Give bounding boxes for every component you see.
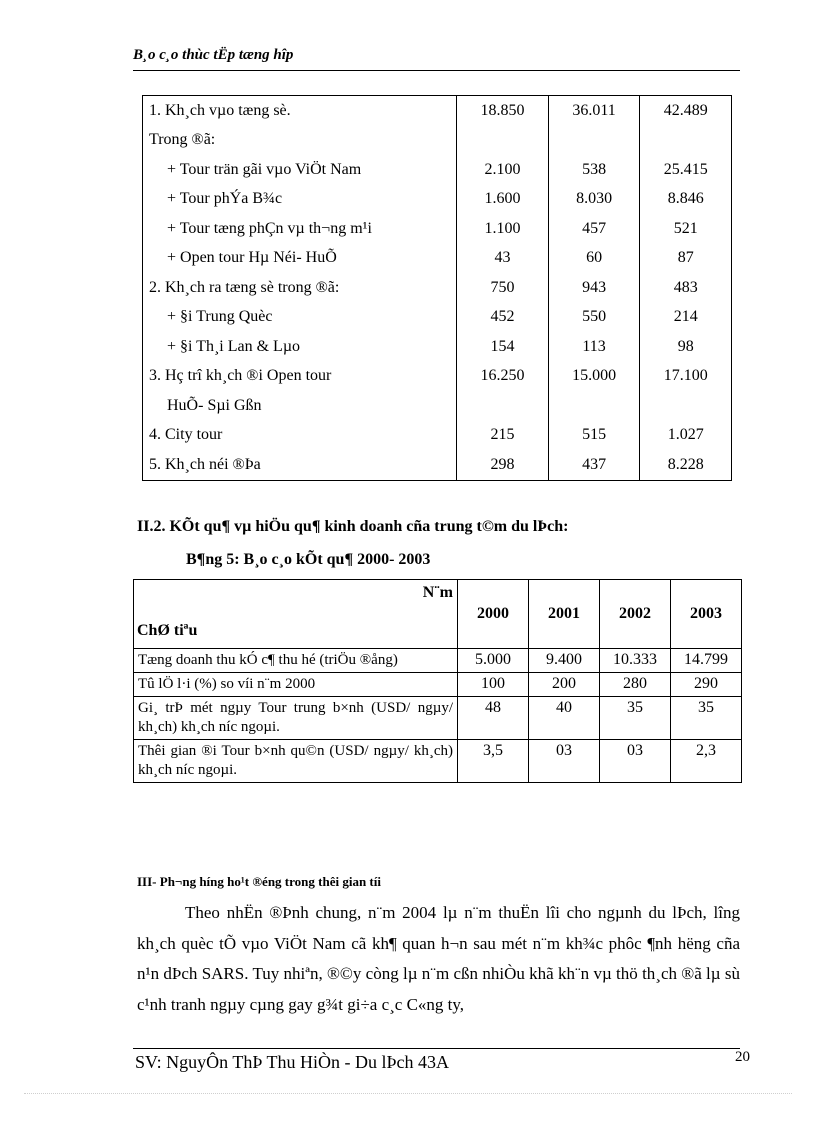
table-row	[143, 362, 732, 392]
row-value: 14.799	[671, 649, 742, 673]
tourist-statistics-table	[142, 95, 732, 481]
row-label: + Tour trän gãi vµo ViÖt Nam	[143, 155, 457, 185]
row-value: 1.600	[457, 185, 549, 215]
row-value	[640, 126, 732, 156]
row-value: 750	[457, 273, 549, 303]
row-value: 290	[671, 673, 742, 697]
table-row	[143, 332, 732, 362]
row-value: 03	[529, 740, 600, 783]
row-value: 60	[548, 244, 640, 274]
table-row	[134, 673, 742, 697]
row-label: 4. City tour	[143, 421, 457, 451]
row-value: 2.100	[457, 155, 549, 185]
row-label: 5. Kh¸ch néi ®Þa	[143, 450, 457, 480]
footer-author: SV: NguyÔn ThÞ Thu HiÒn - Du lÞch 43A	[135, 1052, 450, 1072]
row-value: 1.100	[457, 214, 549, 244]
row-value: 515	[548, 421, 640, 451]
row-value: 298	[457, 450, 549, 480]
row-value: 1.027	[640, 421, 732, 451]
table-row	[143, 273, 732, 303]
business-results-table	[133, 579, 742, 783]
row-value: 113	[548, 332, 640, 362]
row-value: 10.333	[600, 649, 671, 673]
header-rule	[133, 70, 740, 71]
header-year: 2001	[529, 580, 600, 649]
row-label: + Open tour Hµ Néi- HuÕ	[143, 244, 457, 274]
table-row	[143, 244, 732, 274]
table-row	[134, 740, 742, 783]
row-value: 943	[548, 273, 640, 303]
row-value: 87	[640, 244, 732, 274]
row-label: 3. Hç trî kh¸ch ®i Open tour	[143, 362, 457, 392]
row-label: HuÕ- Sµi Gßn	[143, 391, 457, 421]
row-value: 43	[457, 244, 549, 274]
table-5-caption: B¶ng 5: B¸o c¸o kÕt qu¶ 2000- 2003	[186, 551, 431, 568]
header-year: 2003	[671, 580, 742, 649]
row-value: 15.000	[548, 362, 640, 392]
row-value: 437	[548, 450, 640, 480]
row-value: 8.030	[548, 185, 640, 215]
footer-rule	[133, 1048, 740, 1049]
header-year: 2002	[600, 580, 671, 649]
row-value: 40	[529, 697, 600, 740]
row-value: 03	[600, 740, 671, 783]
row-value: 25.415	[640, 155, 732, 185]
row-value	[457, 391, 549, 421]
row-value	[548, 391, 640, 421]
table-row	[143, 155, 732, 185]
row-value	[457, 126, 549, 156]
section-3-paragraph: Theo nhËn ®Þnh chung, n¨m 2004 lµ n¨m thuËn lîi cho ngµnh du lÞch, lîng kh¸ch quèc tÕ vµo ViÖt Nam cã kh¶ quan h¬n sau mét n¨m kh¾c phôc ¶nh hëng cña n¹n dÞch SARS. Tuy nhiªn, ®©y còng lµ n¨m cßn nhiÒu khã kh¨n vµ thö th¸ch ®ã lµ sù c¹nh tranh ngµy cµng gay g¾t gi÷a c¸c C«ng ty,	[137, 903, 740, 1014]
row-value: 452	[457, 303, 549, 333]
row-value: 3,5	[458, 740, 529, 783]
row-label: Tæng doanh thu kÓ c¶ thu hé (triÖu ®ång)	[134, 649, 458, 673]
section-2-title: II.2. KÕt qu¶ vµ hiÖu qu¶ kinh doanh cña trung t©m du lÞch:	[137, 518, 569, 535]
row-value	[640, 391, 732, 421]
row-label: + Tour phÝa B¾c	[143, 185, 457, 215]
row-label: + §i Trung Quèc	[143, 303, 457, 333]
row-value: 521	[640, 214, 732, 244]
row-value: 200	[529, 673, 600, 697]
row-value	[548, 126, 640, 156]
page-number: 20	[735, 1049, 750, 1065]
row-value: 16.250	[457, 362, 549, 392]
row-label: Trong ®ã:	[143, 126, 457, 156]
row-value: 18.850	[457, 96, 549, 126]
row-value: 100	[458, 673, 529, 697]
table-row	[143, 421, 732, 451]
row-value: 8.228	[640, 450, 732, 480]
header-year: 2000	[458, 580, 529, 649]
row-value: 154	[457, 332, 549, 362]
row-value: 215	[457, 421, 549, 451]
row-value: 538	[548, 155, 640, 185]
row-value: 36.011	[548, 96, 640, 126]
row-label: 2. Kh¸ch ra tæng sè trong ®ã:	[143, 273, 457, 303]
header-chitieu: ChØ tiªu	[137, 622, 198, 639]
page-bottom-dotted-rule	[24, 1093, 792, 1094]
row-value: 483	[640, 273, 732, 303]
row-label: 1. Kh¸ch vµo tæng sè.	[143, 96, 457, 126]
row-value: 35	[600, 697, 671, 740]
row-value: 48	[458, 697, 529, 740]
row-value: 2,3	[671, 740, 742, 783]
table-row	[134, 649, 742, 673]
row-value: 8.846	[640, 185, 732, 215]
table-row	[143, 96, 732, 126]
table-row	[134, 697, 742, 740]
row-value: 98	[640, 332, 732, 362]
table-row	[143, 214, 732, 244]
table-row	[143, 185, 732, 215]
section-3-title: III- Ph¬ng híng ho¹t ®éng trong thêi gian tíi	[137, 874, 381, 889]
row-value: 42.489	[640, 96, 732, 126]
row-value: 280	[600, 673, 671, 697]
row-label: + Tour tæng phÇn vµ th¬ng m¹i	[143, 214, 457, 244]
running-header-title: B¸o c¸o thùc tËp tæng hîp	[133, 47, 294, 63]
table-row	[143, 391, 732, 421]
row-value: 9.400	[529, 649, 600, 673]
row-value: 550	[548, 303, 640, 333]
row-label: Tû lÖ l·i (%) so víi n¨m 2000	[134, 673, 458, 697]
row-label: Gi¸ trÞ mét ngµy Tour trung b×nh (USD/ ngµy/ kh¸ch) kh¸ch níc ngoµi.	[134, 697, 458, 740]
row-label: + §i Th¸i Lan & Lµo	[143, 332, 457, 362]
table-row	[143, 126, 732, 156]
header-nam: N¨m	[422, 584, 453, 601]
row-value: 35	[671, 697, 742, 740]
row-value: 5.000	[458, 649, 529, 673]
row-label: Thêi gian ®i Tour b×nh qu©n (USD/ ngµy/ kh¸ch) kh¸ch níc ngoµi.	[134, 740, 458, 783]
row-value: 457	[548, 214, 640, 244]
row-value: 17.100	[640, 362, 732, 392]
table-row	[143, 303, 732, 333]
table-row	[143, 450, 732, 480]
header-corner-cell	[134, 580, 458, 649]
row-value: 214	[640, 303, 732, 333]
